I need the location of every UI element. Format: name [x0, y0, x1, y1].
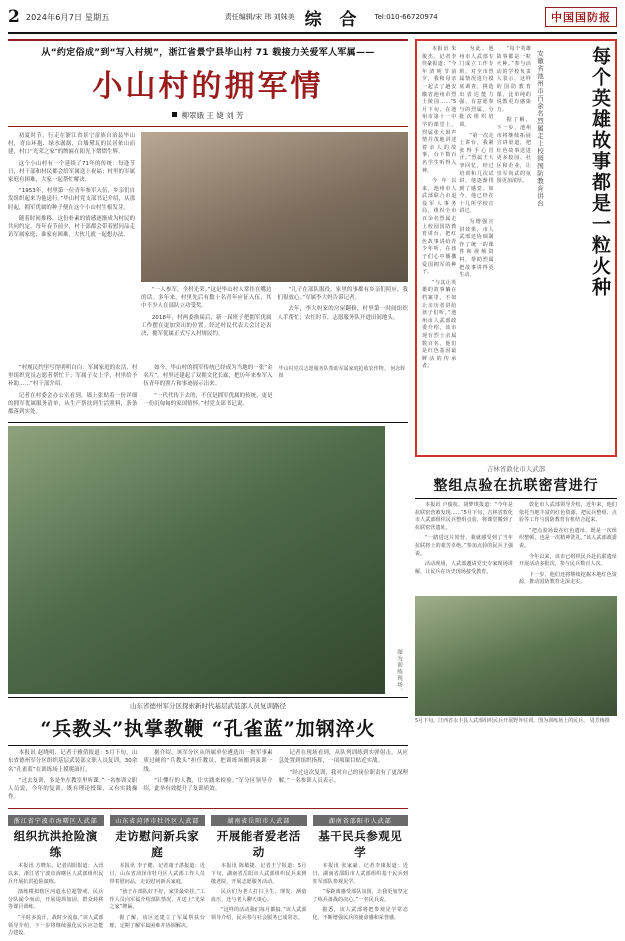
bottom-right-photo — [415, 596, 617, 716]
lead-paragraphs-4 — [8, 364, 137, 416]
red-box-col-1 — [422, 46, 456, 449]
lead-paragraphs-2 — [141, 286, 271, 338]
paragraph: 记者在现场看到，从队列训练到实弹射击，从应急处置到组织指挥，一项项课目贴近实战。 — [278, 750, 408, 765]
divider — [8, 697, 408, 698]
paragraph: “儿子在部队服役，家里的事都有乡亲们照应，我们很放心。”军属李大妈告诉记者。 — [277, 287, 408, 302]
paragraph: 初夏时节，行走在浙江省景宁畲族自治县毕山村，青山环抱、绿水潺潺，白墙黛瓦的民居依山而建，村口“光荣之家”的牌匾在阳光下熠熠生辉。 — [8, 133, 136, 156]
paragraph: 如今，毕山村的拥军传统已经成为当地的一张“金名片”。村里还建起了双拥文化长廊，把历年来参军入伍青年的照片和事迹展示出来。 — [143, 365, 273, 388]
lead-bottom-rule — [8, 126, 408, 127]
paragraph: “一人参军，全村光荣。”这是毕山村人常挂在嘴边的话。多年来，村里先后有数十名青年应征入伍，其中不少人在部队立功受奖。 — [141, 287, 272, 310]
paragraph: “一代代传下去的，不仅是拥军优属的传统，更是一份沉甸甸的家国情怀。”村党支部书记说。 — [143, 392, 273, 407]
mid-feature-photo-caption: 图为训练现场。 — [396, 648, 402, 695]
brief-title: 基干民兵参观见学 — [318, 829, 403, 860]
lead-kicker: 从“约定俗成”到“写入村规”，浙江省景宁县毕山村 71 载接力关爱军人军属—— — [41, 48, 375, 58]
lead-text-column-4 — [8, 364, 137, 419]
brief-label: 湖南省邵阳市人武部 — [313, 815, 409, 826]
paragraph: “零距离感受部队氛围，让我更加坚定了练兵备战的决心。”一名民兵说。 — [312, 889, 408, 903]
lead-photo-caption: 毕山村党员志愿服务队帮助军属家庭抢收农作物。 何念辉摄 — [278, 366, 406, 379]
paragraph: “每个英雄故事都是一粒火种。”参与活动的学校负责人表示，这样的国防教育课，比单纯的说教更有感染力。 — [496, 46, 531, 113]
lead-caption-column — [279, 364, 408, 419]
right-second-story — [415, 464, 617, 590]
paragraph: “这样的活动我们每月都搞。”该人武部领导介绍，民兵参与社会服务已成常态。 — [211, 907, 307, 921]
paragraph: 本报讯 卢俊杭、胡梦琪报道：“今年是抗联密营被发现……”5月下旬，吉林省敦化市人武部组织民兵整组点验，将课堂搬到了抗联密营遗址。 — [415, 502, 513, 531]
contact-phone: Tel:010-66720974 — [374, 13, 438, 21]
right-second-headline: 整组点验在抗联密营进行 — [433, 478, 599, 494]
paragraph: 这个小山村有一个延续了71年的传统：每逢节日，村干部和村民都会给军属送上祝福；村里的军属家庭有困难，大家一起帮忙解决。 — [8, 160, 136, 184]
byline-marker-icon — [172, 112, 177, 117]
paragraph: 本报讯 赵晓明、记者于雅倩报道：5月下旬，山东省德州军分区组织基层武装部文职人员复训，30余名“孔雀蓝”在训练场上摸爬滚打。 — [8, 750, 138, 773]
lead-paragraphs-5 — [143, 364, 272, 408]
mid-feature-col-3 — [279, 749, 408, 804]
paragraph: 记者在村委会办公室看到，墙上张贴着一份详细的拥军优属服务清单，从生产帮扶到生活照料，条条都落到实处。 — [8, 392, 138, 416]
mid-feature-body — [8, 749, 408, 804]
paragraph: “村规民约里写得明明白白：军属家庭的农活，村里组织党员志愿者帮忙干；军属子女上学，村里给予补助……”村干部介绍。 — [8, 365, 138, 388]
paragraph: 本报讯 李子健、记者康子湛报道：近日，山东省菏泽市牡丹区人武部工作人员带着慰问品，走访慰问新兵家庭。 — [109, 863, 205, 885]
paragraph: “一踏进这片密营，我就感受到了当年抗联将士的艰苦卓绝。”参加点验的民兵王强说。 — [415, 535, 513, 557]
publication-date: 2024年6月7日 星期五 — [25, 12, 110, 22]
paragraph: 去年，李大妈家的房屋翻修，村里第一时间组织人手帮忙；农忙时节，志愿服务队开进田间地头。 — [277, 306, 408, 321]
paragraph: 本报讯 朱俊杰、记者李佳豪报道：“今年清明节前夕，我和母亲一起去了趟安徽省池州市烈士陵园……”5月下旬，在池州市第十一中学的课堂上，烈属张大姐声情并茂地讲述着亲人的故事，台下数百名学生听得入神。 — [422, 46, 457, 174]
lead-body — [8, 132, 408, 364]
paragraph: 据介绍，该军分区从所属单位遴选出一批军事素质过硬的“兵教头”担任教员，把训练场搬到演训一线。 — [143, 750, 273, 773]
brief-title: 走访慰问新兵家庭 — [115, 829, 200, 860]
page-body — [8, 39, 617, 804]
paragraph: 本报讯 张家豪、记者李康报道：近日，湖南省邵阳市人武部组织基干民兵到驻军部队参观见学。 — [312, 863, 408, 885]
paragraph: “经过这次复训，我对自己的岗位职责有了更深理解。”一名参训人员表示。 — [278, 769, 408, 784]
paragraph: 为增强宣讲效果，市人武部还协调制作了统一的课件和视频资料，帮助烈属把故事讲得更生动。 — [459, 219, 494, 279]
section-title: 综 合 — [304, 9, 363, 30]
lead-text-column-1 — [8, 132, 135, 364]
brief-item — [110, 815, 206, 940]
bottom-right-photo-caption: 5月下旬，江西省永丰县人武部组织民兵开展野外驻训。图为训练场上的民兵。 周芳梅摄 — [415, 717, 610, 724]
mid-feature-photo — [8, 426, 385, 694]
lead-photo — [141, 132, 408, 282]
brief-item — [313, 815, 409, 940]
lead-paragraphs-3 — [278, 286, 408, 322]
lead-paragraphs-1 — [8, 132, 135, 239]
lead-body-continued — [8, 364, 408, 419]
brief-item — [8, 815, 104, 940]
paragraph: 据了解，该区还建立了军属帮扶台账，定期了解军属困难并协调解决。 — [109, 915, 205, 929]
brief-label: 浙江省宁波市海曙区人武部 — [8, 815, 104, 826]
lead-text-column-5 — [143, 364, 272, 419]
mid-feature-kicker: 山东省德州军分区探索新时代基层武装部人员复训路径 — [130, 702, 286, 711]
responsible-editors: 责任编辑/宋 玮 刘妹美 — [224, 13, 295, 21]
red-box-col-2 — [459, 46, 493, 449]
highlight-red-box — [415, 39, 617, 457]
paragraph: “孩子在部队好不好，家里最牵挂。”工作人员向军属介绍部队情况，并送上“光荣之家”牌匾。 — [109, 889, 205, 911]
paragraph: 演练模拟辖区河道水位超警戒，民兵分队闻令而动，开展堤坝加固、群众转移等课目训练。 — [8, 889, 104, 911]
paragraph: 今年以来，池州市人武部联合市退役军人事务局，组织全市百余名烈属走上校园国防教育讲台，把红色故事讲给青少年听，在孩子们心中播撒爱国拥军的种子。 — [422, 178, 457, 276]
paragraph: 为此，池州市人武部专门成立工作专班，对全市烈属情况进行摸底调查，挑选出表达能力强、有意愿参与的烈属，分批次组织培训。 — [459, 46, 494, 128]
byline-text: 柳翠娥 王 婕 刘 芳 — [181, 111, 244, 120]
lead-photo-and-text — [141, 132, 408, 364]
red-box-col-3 — [497, 46, 531, 449]
brief-title: 组织抗洪抢险演练 — [13, 829, 98, 860]
paragraph: 下一步，他们还将继续挖掘本地红色资源，推动国防教育走深走实。 — [519, 571, 617, 586]
paragraph: 2018年，村两委换届后，新一届班子把拥军优属工作摆在更加突出的位置。经过村民代表大会讨论表决，拥军优属正式写入村规民约。 — [141, 314, 272, 338]
bottom-section-rule — [8, 808, 408, 809]
page-number: 2 — [8, 6, 20, 27]
right-second-col-2 — [519, 502, 617, 590]
paragraph: 民兵们为老人打扫卫生、理发、测量血压，还与老人聊天谈心。 — [211, 889, 307, 903]
divider — [415, 498, 617, 499]
lead-byline — [8, 110, 408, 121]
brief-label: 山东省菏泽市牡丹区人武部 — [110, 815, 206, 826]
bottom-briefs — [8, 815, 408, 940]
newspaper-page — [0, 4, 625, 937]
right-second-col-1 — [415, 502, 513, 590]
lead-top-rule — [8, 39, 408, 41]
right-second-body — [415, 502, 617, 590]
red-box-subtitle: 安徽省池州市百余名烈属走上校园国防教育讲台 — [536, 50, 544, 208]
left-column — [8, 39, 408, 804]
masthead — [8, 4, 617, 34]
paragraph: 敦化市人武部领导介绍，近年来，他们依托当地丰富的红色资源，把民兵整组、点验等工作与国防教育有机结合起来。 — [519, 502, 617, 524]
lead-text-column-3 — [278, 286, 408, 341]
paragraph: “过去复训，多是坐在教室里听课。”一名参训文职人员说，今年的复训，既有理论授课，又有实践操作。 — [8, 777, 138, 801]
paragraph: “把点验场设在红色遗址，既是一次组织整顿，也是一次精神洗礼。”该人武部政委说。 — [519, 527, 617, 549]
paragraph: 据了解，下一步，池州市将继续拓展宣讲渠道，把红色故事送进更多校园、社区和企业，让崇军尚武的氛围更加浓厚。 — [496, 117, 531, 185]
paragraph: “第一次走上讲台，我紧张得手心冒汗。”烈属王大爷回忆，经过培训和几次试讲，他逐渐找到了感觉。如今，他已经在十几所学校宣讲过。 — [459, 132, 494, 215]
lead-text-column-2 — [141, 286, 271, 341]
red-box-text — [422, 46, 610, 449]
paper-logo: 中国国防报 — [545, 7, 617, 27]
paragraph: “让懂行的人教，让实践来检验。”军分区领导介绍，此举有效提升了复训质效。 — [143, 777, 273, 793]
red-box-title: 每个英雄故事都是一粒火种 — [589, 46, 611, 298]
divider — [8, 745, 408, 746]
mid-feature-headline: “兵教头”执掌教鞭 “孔雀蓝”加钢淬火 — [40, 718, 376, 741]
brief-item — [211, 815, 307, 940]
brief-title: 开展能者爱老活动 — [216, 829, 301, 860]
paragraph: 今年以来，该市已组织民兵赴抗联遗址开展活动多批次，参与民兵数百人次。 — [519, 553, 617, 568]
right-second-eyebrow: 吉林省敦化市人武部 — [486, 465, 546, 473]
paragraph: 据悉，该人武部将把参观见学常态化，不断增强民兵的使命感和荣誉感。 — [312, 907, 408, 921]
mid-feature-col-2 — [143, 749, 272, 804]
brief-label: 湖南省岳阳市人武部 — [211, 815, 307, 826]
paragraph: 本报讯 方晓东、记者周阳报道：入汛以来，浙江省宁波市海曙区人武部组织民兵开展抗洪抢险演练。 — [8, 863, 104, 885]
paragraph: “与其让英雄的故事躺在档案里，不如让亲历者讲给孩子们听。”池州市人武部政委介绍，该市现有烈士亲属数百名，他们是红色基因最鲜活的传承者。 — [422, 279, 457, 370]
right-column — [415, 39, 617, 804]
lead-headline: 小山村的拥军情 — [92, 69, 324, 104]
paragraph: “平时多流汗，战时少流血。”该人武部领导介绍，下一步将继续强化民兵应急能力建设。 — [8, 915, 104, 937]
paragraph: 活动现场，人武部邀请党史专家现场讲解，让民兵在历史现场接受教育。 — [415, 561, 513, 575]
paragraph: 本报讯 陈敏捷、记者王宁报道：5月下旬，湖南省岳阳市人武部组织民兵来到敬老院，开展志愿服务活动。 — [211, 863, 307, 885]
divider — [8, 422, 408, 423]
paragraph: “1953年，村里第一位青年参军入伍，乡亲们自发组织起来为他送行。”毕山村党支部书记介绍，从那时起，拥军优属的种子便在这个小山村生根发芽。 — [8, 188, 136, 211]
mid-feature-col-1 — [8, 749, 137, 804]
paragraph: 随着时间推移，这份朴素的情感逐渐成为村民的共同约定。每年春节前夕，村干部都会带着慰问品走访军属家庭；谁家有困难，大伙儿就一起想办法。 — [8, 215, 136, 239]
